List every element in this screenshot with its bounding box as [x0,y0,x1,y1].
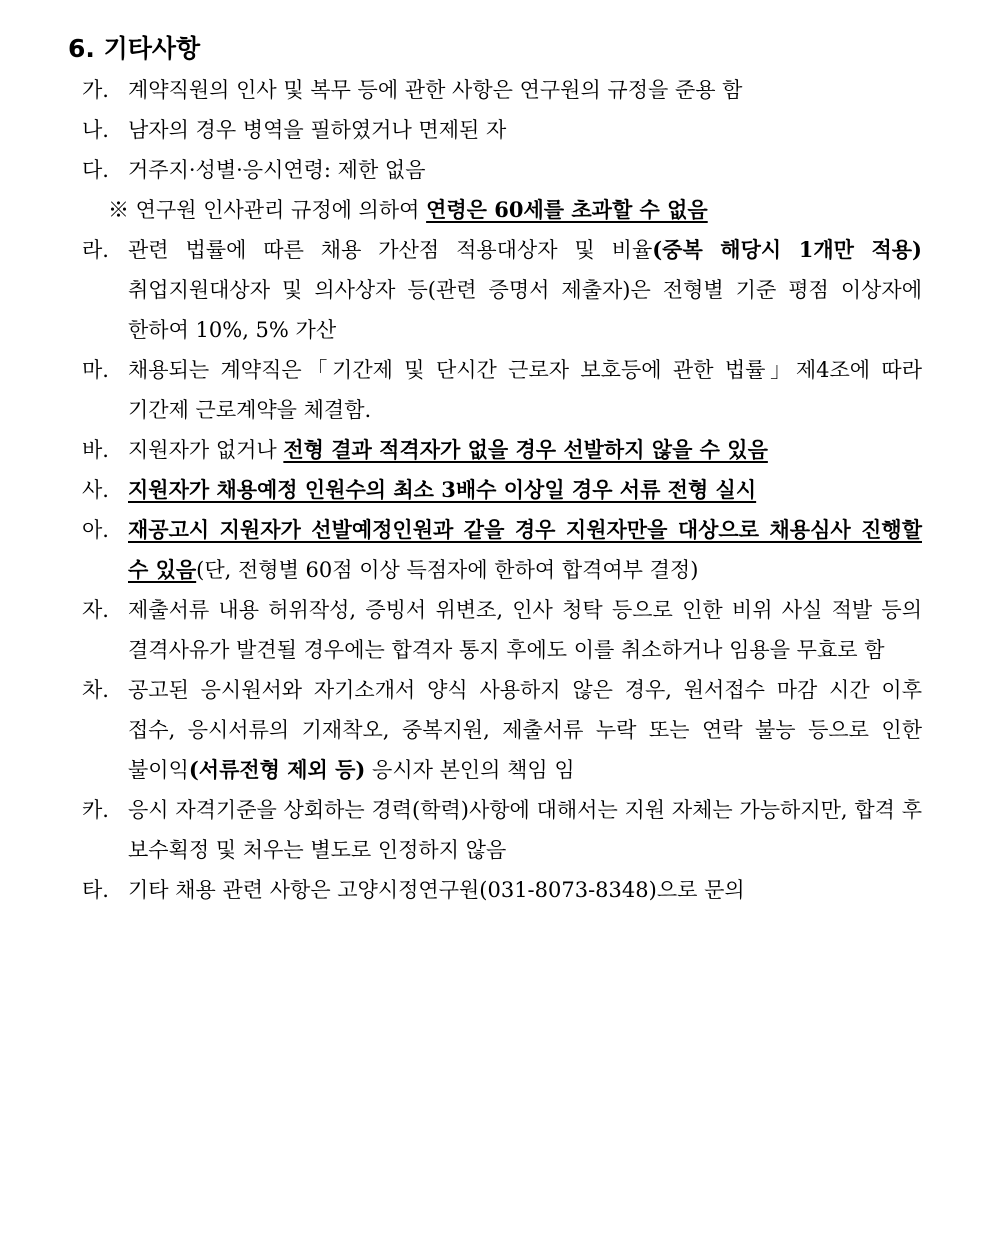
item-text: 제출서류 내용 허위작성, 증빙서 위변조, 인사 청탁 등으로 인한 비위 사실 적발 등의 결격사유가 발견될 경우에는 합격자 통지 후에도 이를 취소하거나 임용을 무효로 함 [128,598,922,662]
list-item-ja [82,590,922,670]
list-item-a [82,510,922,590]
note-emphasis: 연령은 60세를 초과할 수 없음 [426,197,708,222]
item-text [128,670,922,790]
note-text: ※ 연구원 인사관리 규정에 의하여 [108,198,427,222]
item-text: 계약직원의 인사 및 복무 등에 관한 사항은 연구원의 규정을 준용 함 [128,78,743,102]
item-text [128,510,922,590]
item-text-part: 지원자가 없거나 [128,438,284,462]
item-text: 채용되는 계약직은「기간제 및 단시간 근로자 보호등에 관한 법률」제4조에 따라 기간제 근로계약을 체결함. [128,358,922,422]
item-marker: 마. [82,358,109,382]
notice-list [82,70,922,910]
item-marker: 자. [82,598,109,622]
item-marker: 바. [82,438,109,462]
item-marker: 타. [82,878,109,902]
item-marker: 사. [82,478,109,502]
item-bold-text: (서류전형 제외 등) [188,757,366,782]
item-bold-text: (중복 해당시 1개만 적용) [652,237,922,262]
item-emphasis: 전형 결과 적격자가 없을 경우 선발하지 않을 수 있음 [283,437,768,462]
list-item-ga [82,70,922,110]
item-text-part: 공고된 응시원서와 자기소개서 양식 사용하지 않은 경우, 원서접수 마감 시간 이후 접수, 응시서류의 기재착오, 중복지원, 제출서류 누락 또는 연락 불능 등으로 인한 불이익 [128,678,922,782]
item-text-part: 관련 법률에 따른 채용 가산점 적용대상자 및 비율 [128,238,653,262]
item-text-part: 취업지원대상자 및 의사상자 등(관련 증명서 제출자)은 전형별 기준 평점 이상자에 한하여 10%, 5% 가산 [128,278,922,342]
item-text [128,430,922,470]
item-text: 응시 자격기준을 상회하는 경력(학력)사항에 대해서는 지원 자체는 가능하지만, 합격 후 보수획정 및 처우는 별도로 인정하지 않음 [128,798,922,862]
item-marker: 차. [82,678,109,702]
item-marker: 라. [82,238,109,262]
list-item-cha [82,670,922,790]
list-item-ra [82,230,922,350]
item-text: 거주지·성별·응시연령: 제한 없음 [128,158,426,182]
list-item-ba [82,430,922,470]
list-item-sa [82,470,922,510]
section-title: 6. 기타사항 [68,34,201,63]
item-emphasis: 재공고시 지원자가 선발예정인원과 같을 경우 지원자만을 대상으로 채용심사 진행할 수 있음 [128,517,922,582]
item-marker: 나. [82,118,109,142]
item-marker: 다. [82,158,109,182]
list-item-na [82,110,922,150]
item-emphasis: 지원자가 채용예정 인원수의 최소 3배수 이상일 경우 서류 전형 실시 [128,477,757,502]
list-item-da [82,150,922,190]
item-marker: 카. [82,798,109,822]
item-text-part: (단, 전형별 60점 이상 득점자에 한하여 합격여부 결정) [196,558,699,582]
item-text [128,470,922,510]
item-marker: 아. [82,518,109,542]
list-item-ma [82,350,922,430]
item-text-part: 응시자 본인의 책임 임 [365,758,575,782]
item-marker: 가. [82,78,109,102]
item-text: 남자의 경우 병역을 필하였거나 면제된 자 [128,118,507,142]
item-text [128,230,922,350]
list-item-ka [82,790,922,870]
item-text: 기타 채용 관련 사항은 고양시정연구원(031-8073-8348)으로 문의 [128,878,745,902]
age-limit-note [82,190,922,230]
list-item-ta [82,870,922,910]
